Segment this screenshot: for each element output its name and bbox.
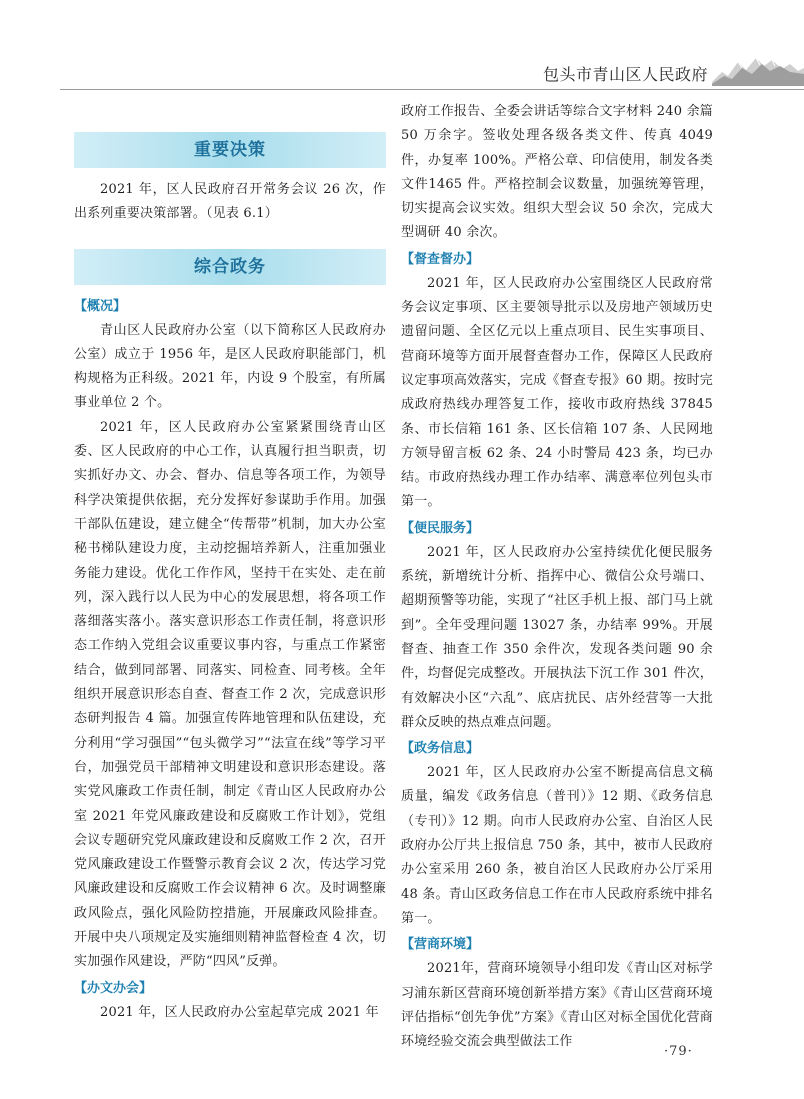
page-header	[0, 52, 804, 92]
business-environment-paragraph: 2021年，营商环境领导小组印发《青山区对标学习浦东新区营商环境创新举措方案》《青山区营商环境评估指标“创先争优”方案》《青山区对标全国优化营商环境经验交流会典型做法工作	[401, 961, 713, 1050]
section-title-general-affairs: 综合政务	[74, 249, 386, 285]
overview-paragraph-2: 2021 年，区人民政府办公室紧紧围绕青山区委、区人民政府的中心工作，认真履行担当职责，切实抓好办文、办会、督办、信息等各项工作，为领导科学决策提供依据，充分发挥好参谋助手作用。加强干部队伍建设，建立健全“传帮带”机制，加大办公室秘书梯队建设力度，主动挖掘培养新人，注重加强业务能力建设。优化工作作风，坚持干在实处、走在前列，深入践行以人民为中心的发展思想，将各项工作落细落实落小。落实意识形态工作责任制，将意识形态工作纳入党组会议重要议事内容，与重点工作紧密结合，做到同部署、同落实、同检查、同考核。全年组织开展意识形态自查、督查工作 2 次，完成意识形态研判报告 4 篇。加强宣传阵地管理和队伍建设，充分利用“学习强国”“包头微学习”“法宣在线”等学习平台，加强党员干部精神文明建设和意识形态建设。落实党风廉政工作责任制，制定《青山区人民政府办公室 2021 年党风廉政建设和反腐败工作计划》，党组会议专题研究党风廉政建设和反腐败工作 2 次，召开党风廉政建设工作暨警示教育会议 2 次，传达学习党风廉政建设和反腐败工作会议精神 6 次。及时调整廉政风险点，强化风险防控措施，开展廉政风险排查。开展中央八项规定及实施细则精神监督检查 4 次，切实加强作风建设，严防“四风”反弹。	[74, 419, 386, 970]
convenience-service-heading: 【便民服务】	[401, 520, 480, 536]
office-work-paragraph: 2021 年，区人民政府办公室起草完成 2021 年	[100, 1004, 379, 1020]
office-work-heading: 【办文办会】	[74, 980, 153, 996]
business-environment-heading: 【营商环境】	[401, 937, 480, 953]
page-number: ·79·	[664, 1044, 693, 1059]
right-column	[401, 100, 713, 1054]
government-info-heading: 【政务信息】	[401, 741, 480, 757]
left-column	[74, 100, 386, 1025]
overview-paragraph-1: 青山区人民政府办公室（以下简称区人民政府办公室）成立于 1956 年，是区人民政府职能部门，机构规格为正科级。2021 年，内设 9 个股室，有所属事业单位 2 个。	[74, 322, 386, 411]
section-title-important-decisions: 重要决策	[74, 132, 386, 168]
header-rule	[60, 89, 804, 90]
supervision-paragraph: 2021 年，区人民政府办公室围绕区人民政府常务会议定事项、区主要领导批示以及房地产领域历史遗留问题、全区亿元以上重点项目、民生实事项目、营商环境等方面开展督查督办工作，保障区人民政府议定事项高效落实，完成《督查专报》60 期。按时完成政府热线办理答复工作，接收市政府热线 37845 条、市长信箱 161 条、区长信箱 107 条、人民网地方领导留言板 62 条、24 小时警局 423 条，均已办结。市政府热线办理工作办结率、满意率位列包头市第一。	[401, 275, 713, 510]
header-title: 包头市青山区人民政府	[542, 65, 708, 84]
overview-heading: 【概况】	[74, 298, 127, 314]
mountain-decoration-icon	[712, 52, 804, 86]
supervision-heading: 【督查督办】	[401, 251, 480, 267]
government-info-paragraph: 2021 年，区人民政府办公室不断提高信息文稿质量，编发《政务信息（普刊）》12 期、《政务信息（专刊）》12 期。向市人民政府办公室、自治区人民政府办公厅共上报信息 750 条，其中，被市人民政府办公室采用 260 条，被自治区人民政府办公厅采用 48 条。青山区政务信息工作在市人民政府系统中排名第一。	[401, 765, 713, 926]
decisions-paragraph: 2021 年，区人民政府召开常务会议 26 次，作出系列重要决策部署。（见表 6.1）	[74, 182, 386, 222]
office-work-paragraph-continued: 政府工作报告、全委会讲话等综合文字材料 240 余篇 50 万余字。签收处理各级各类文件、传真 4049 件，办复率 100%。严格公章、印信使用，制发各类文件1465 件。严格控制会议数量，加强统筹管理，切实提高会议实效。组织大型会议 50 余次，完成大型调研 40 余次。	[401, 104, 713, 241]
convenience-service-paragraph: 2021 年，区人民政府办公室持续优化便民服务系统，新增统计分析、指挥中心、微信公众号端口、超期预警等功能，实现了“社区手机上报、部门马上就到”。全年受理问题 13027 条，办结率 99%。开展督查、抽查工作 350 余件次，发现各类问题 90 余件，均督促完成整改。开展执法下沉工作 301 件次，有效解决小区“六乱”、底店扰民、店外经营等一大批群众反映的热点难点问题。	[401, 544, 713, 730]
